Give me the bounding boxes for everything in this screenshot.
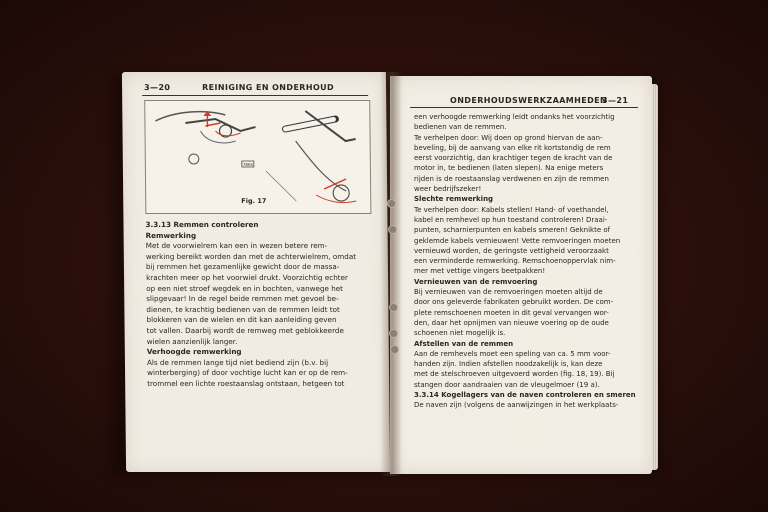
text-line: eerst voorzichtig, dan krachtiger tegen de kracht van de (414, 154, 613, 163)
left-page-number: 3—20 (144, 83, 171, 92)
header-rule (410, 107, 638, 108)
text-line: bedienen van de remmen. (414, 123, 507, 132)
text-line: winterberging) of door vochtige lucht kan er op de rem- (147, 368, 348, 378)
text-line: vernieuwd worden, de geringste vettigheid veroorzaakt (414, 246, 609, 255)
text-line: dienen, te krachtig bedienen van de remmen leidt tot (146, 304, 340, 314)
text-line: den, daar het opnijmen van nieuwe voering op de oude (414, 318, 609, 327)
text-line: Met de voorwielrem kan een in wezen betere rem- (145, 241, 328, 251)
subheading-vernieuwen-remvoering: Vernieuwen van de remvoering (414, 277, 538, 286)
left-text (145, 220, 373, 390)
figure-caption: Fig. 17 (241, 197, 267, 205)
text-line: Aan de remhevels moet een speling van ca. 5 mm voor- (414, 349, 611, 358)
text-line: schoenen niet mogelijk is. (414, 329, 506, 338)
text-line: punten, scharnierpunten en kabels smeren! Geknikte of (414, 226, 611, 235)
subheading-afstellen-remmen: Afstellen van de remmen (414, 339, 514, 348)
text-line: stangen door aandraaien van de vleugelmoer (19 a). (414, 380, 600, 389)
figure-inner-label: 7865 (242, 162, 254, 167)
right-page (390, 76, 652, 474)
section-heading-3-3-14: 3.3.14 Kogellagers van de naven controleren en smeren (414, 391, 636, 400)
text-line: een verminderde remwerking. Remschoenoppervlak nim- (414, 257, 616, 266)
text-line: een verhoogde remwerking leidt ondanks het voorzichtig (414, 113, 615, 121)
text-line: slipgevaar! In de regel beide remmen met gevoel be- (146, 294, 339, 304)
text-line: motor in, te bedienen (laten slepen). Na enige meters (414, 164, 604, 173)
text-line: handen zijn. Indien afstellen noodzakelijk is, kan deze (414, 360, 603, 369)
section-heading-3-3-13: 3.3.13 Remmen controleren (145, 220, 259, 229)
left-page (122, 72, 390, 472)
text-line: tot vallen. Daarbij wordt de remweg met geblokkeerde (146, 325, 344, 335)
text-line: mer met vettige vingers beetpakken! (414, 267, 546, 276)
text-line: geklemde kabels vernieuwen! Vette remvoeringen moeten (414, 236, 621, 245)
subheading-slechte-remwerking: Slechte remwerking (414, 195, 494, 204)
header-rule (142, 95, 368, 96)
text-line: bij remmen het gezamenlijke gewicht door de massa- (145, 262, 340, 272)
binding-hole (388, 200, 395, 207)
text-line: Te verhelpen door: Wij doen op grond hiervan de aan- (414, 133, 603, 142)
text-line: trommel een lichte roestaanslag ontstaan, hetgeen tot (147, 378, 345, 388)
text-line: blokkeren van de wielen en dit kan aanleiding geven (146, 315, 337, 325)
text-line: wielen aanzienlijk langer. (146, 336, 238, 346)
text-line: beveling, bij de aanvang van elke rit kortstondig de rem (414, 143, 611, 152)
text-line: weer bedrijfszeker! (414, 185, 482, 194)
text-line: plete remschoenen moeten in dit geval vervangen wor- (414, 308, 609, 317)
text-line: werking bereikt worden dan met de achterwielrem, omdat (145, 251, 357, 261)
figure-17 (144, 100, 371, 214)
left-running-head: REINIGING EN ONDERHOUD (202, 83, 335, 92)
book-gutter (380, 72, 402, 476)
text-line: Als de remmen lange tijd niet bediend zijn (b.v. bij (146, 357, 329, 367)
subheading-remwerking: Remwerking (145, 230, 197, 240)
text-line: Te verhelpen door: Kabels stellen! Hand- of voethandel, (414, 205, 609, 214)
binding-hole (391, 346, 398, 353)
binding-hole (389, 226, 396, 233)
subheading-verhoogde-remwerking: Verhoogde remwerking (146, 347, 242, 357)
right-running-head: ONDERHOUDSWERKZAAMHEDEN (450, 96, 608, 105)
text-line: kabel en remhevel op hun toestand controleren! Draai- (414, 215, 608, 224)
binding-hole (390, 304, 397, 311)
text-line: door ons geleverde fabrikaten gebruikt worden. De com- (414, 298, 614, 307)
binding-hole (390, 330, 397, 337)
text-line: rijden is de roestaanslag verdwenen en zijn de remmen (414, 174, 609, 183)
right-text (414, 112, 640, 411)
right-page-number: 3—21 (602, 96, 629, 105)
text-line: Bij vernieuwen van de remvoeringen moeten altijd de (414, 288, 603, 297)
text-line: op een niet stroef wegdek en in bochten, vanwege het (146, 283, 344, 293)
text-line: De naven zijn (volgens de aanwijzingen in het werkplaats- (414, 401, 619, 410)
text-line: met de stelschroeven uitgevoerd worden (fig. 18, 19). Bij (414, 370, 615, 379)
text-line: krachten meer op het voorwiel drukt. Voorzichtig echter (146, 272, 349, 282)
